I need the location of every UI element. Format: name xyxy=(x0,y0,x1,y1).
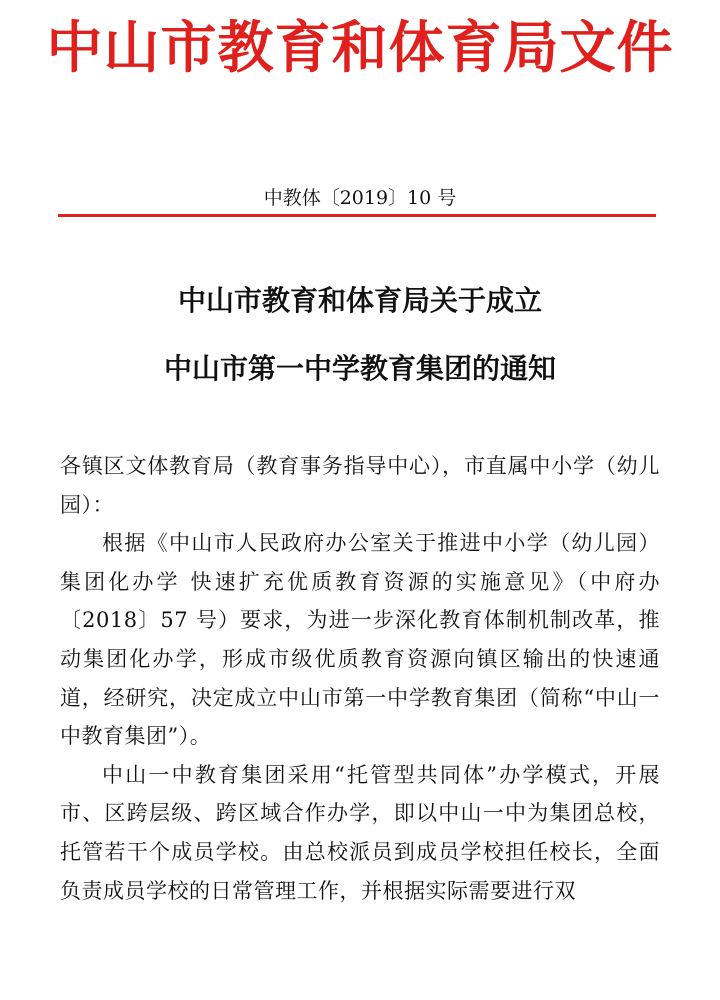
document-body xyxy=(60,447,660,910)
red-divider-line xyxy=(58,214,656,217)
body-paragraph-1: 根据《中山市人民政府办公室关于推进中小学（幼儿园）集团化办学 快速扩充优质教育资源的实施意见》（中府办〔2018〕57 号）要求，为进一步深化教育体制机制改革，推动集团化办学，形成市级优质教育资源向镇区输出的快速通道，经研究，决定成立中山市第一中学教育集团（简称“中山一中教育集团”）。 xyxy=(60,531,660,749)
document-title-line-2: 中山市第一中学教育集团的通知 xyxy=(163,352,556,385)
salutation: 各镇区文体教育局（教育事务指导中心），市直属中小学（幼儿园）： xyxy=(60,454,660,517)
body-paragraph-2: 中山一中教育集团采用“托管型共同体”办学模式，开展市、区跨层级、跨区域合作办学，即以中山一中为集团总校，托管若干个成员学校。由总校派员到成员学校担任校长，全面负责成员学校的日常管理工作，并根据实际需要进行双 xyxy=(60,762,660,903)
document-title-line-1: 中山市教育和体育局关于成立 xyxy=(177,284,542,317)
document-number: 中教体〔2019〕10 号 xyxy=(263,187,457,209)
issuing-office-header: 中山市教育和体育局文件 xyxy=(46,16,674,81)
